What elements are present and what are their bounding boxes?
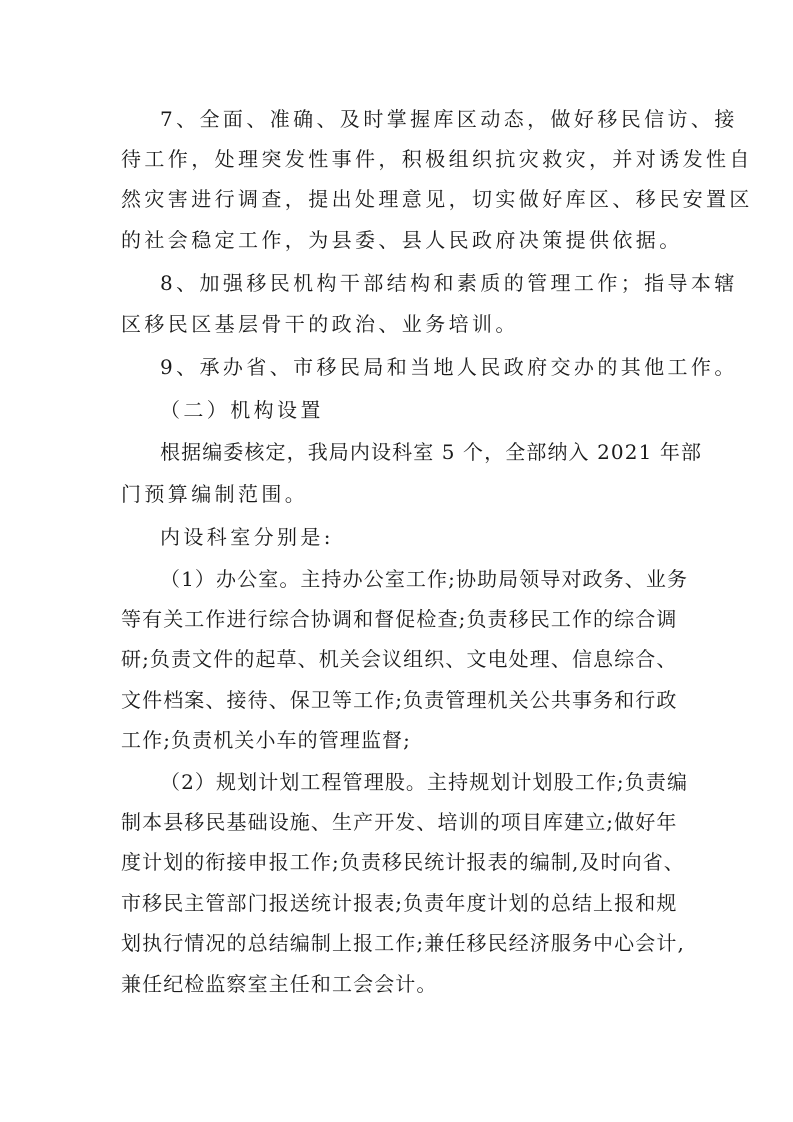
dept-2-line-2: 制本县移民基础设施、生产开发、培训的项目库建立;做好年 (121, 810, 678, 834)
paragraph-8-line-2: 区移民区基层骨干的政治、业务培训。 (121, 312, 519, 336)
paragraph-7-line-4: 的社会稳定工作，为县委、县人民政府决策提供依据。 (121, 228, 683, 252)
staffing-paragraph-line-1: 根据编委核定，我局内设科室 5 个，全部纳入 2021 年部 (160, 440, 703, 464)
paragraph-8-line-1: 8、加强移民机构干部结构和素质的管理工作；指导本辖 (160, 271, 738, 295)
dept-2-line-3: 度计划的衔接申报工作;负责移民统计报表的编制,及时向省、 (121, 850, 685, 874)
paragraph-9-line-1: 9、承办省、市移民局和当地人民政府交办的其他工作。 (160, 355, 738, 379)
dept-1-line-2: 等有关工作进行综合协调和督促检查;负责移民工作的综合调 (121, 607, 678, 631)
dept-1-line-4: 文件档案、接待、保卫等工作;负责管理机关公共事务和行政 (121, 688, 678, 712)
departments-intro: 内设科室分别是: (160, 525, 334, 549)
dept-2-line-5: 划执行情况的总结编制上报工作;兼任移民经济服务中心会计, (121, 931, 685, 955)
dept-1-line-5: 工作;负责机关小车的管理监督; (121, 728, 411, 752)
dept-2-line-6: 兼任纪检监察室主任和工会会计。 (121, 972, 438, 996)
paragraph-7-line-2: 待工作，处理突发性事件，积极组织抗灾救灾，并对诱发性自 (121, 147, 753, 171)
paragraph-7-line-1: 7、全面、准确、及时掌握库区动态，做好移民信访、接 (160, 107, 738, 131)
section-heading-institution-setup: （二）机构设置 (160, 398, 324, 422)
dept-1-line-1: （1）办公室。主持办公室工作;协助局领导对政务、业务 (160, 567, 689, 591)
dept-2-line-1: （2）规划计划工程管理股。主持规划计划股工作;负责编 (160, 770, 689, 794)
dept-2-line-4: 市移民主管部门报送统计报表;负责年度计划的总结上报和规 (121, 891, 678, 915)
staffing-paragraph-line-2: 门预算编制范围。 (121, 482, 309, 506)
dept-1-line-3: 研;负责文件的起草、机关会议组织、文电处理、信息综合、 (121, 647, 678, 671)
paragraph-7-line-3: 然灾害进行调查，提出处理意见，切实做好库区、移民安置区 (121, 187, 753, 211)
